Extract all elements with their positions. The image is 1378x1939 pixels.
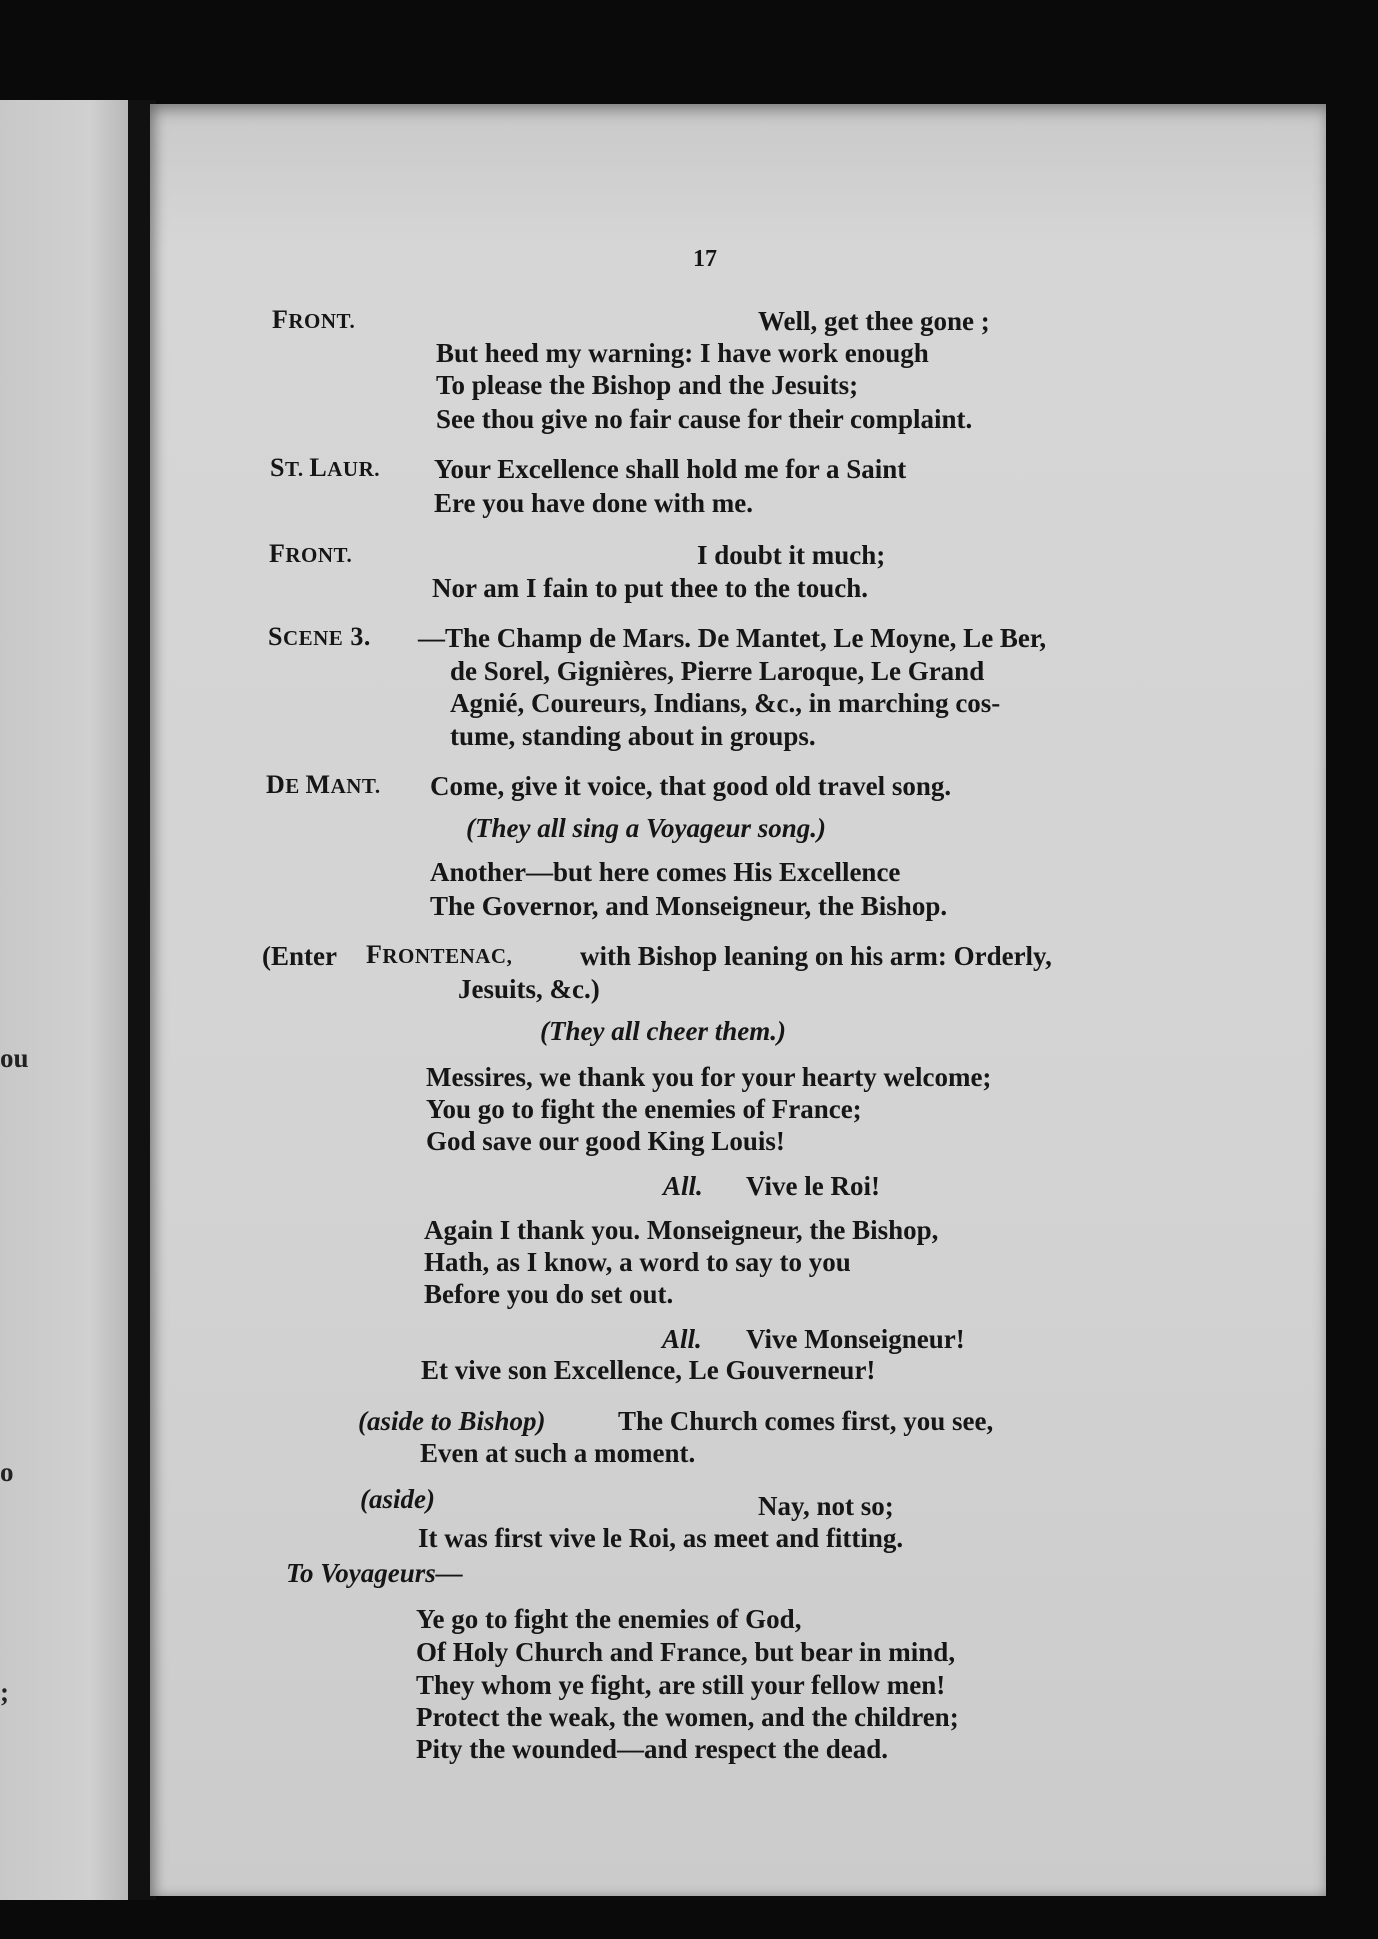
verse-line: But heed my warning: I have work enough (436, 338, 929, 368)
verse-line: Et vive son Excellence, Le Gouverneur! (421, 1355, 876, 1385)
verse-line: Again I thank you. Monseigneur, the Bishop, (424, 1215, 939, 1245)
verse-line: Vive Monseigneur! (746, 1324, 965, 1354)
left-page-fragment: o (0, 1457, 14, 1487)
stage-direction: (They all sing a Voyageur song.) (466, 813, 827, 843)
verse-line: I doubt it much; (697, 540, 886, 570)
verse-line: Hath, as I know, a word to say to you (424, 1247, 851, 1277)
verse-line: Ye go to fight the enemies of God, (416, 1604, 802, 1634)
scan-border (1326, 100, 1378, 1900)
verse-line: God save our good King Louis! (426, 1126, 785, 1156)
speaker-label: ST. LAUR. (270, 453, 381, 482)
stage-direction: Jesuits, &c.) (458, 974, 600, 1004)
stage-direction: de Sorel, Gignières, Pierre Laroque, Le Grand (450, 656, 985, 686)
stage-direction: (aside to Bishop) (358, 1406, 546, 1436)
verse-line: Protect the weak, the women, and the children; (416, 1702, 959, 1732)
speaker-cue: All. (663, 1171, 703, 1201)
verse-line: Another—but here comes His Excellence (430, 857, 901, 887)
speaker-label: FRONT. (269, 539, 353, 568)
verse-line: Well, get thee gone ; (758, 306, 990, 336)
verse-line: Nor am I fain to put thee to the touch. (432, 573, 868, 603)
scene-label: SCENE 3. (268, 622, 371, 651)
stage-direction: Agnié, Coureurs, Indians, &c., in marching cos- (450, 688, 1001, 718)
page-number: 17 (693, 246, 717, 272)
verse-line: Even at such a moment. (420, 1438, 696, 1468)
verse-line: See thou give no fair cause for their complaint. (436, 404, 973, 434)
verse-line: Of Holy Church and France, but bear in mind, (416, 1637, 956, 1667)
speaker-label: FRONTENAC, (366, 940, 513, 969)
verse-line: Before you do set out. (424, 1279, 674, 1309)
verse-line: You go to fight the enemies of France; (426, 1094, 862, 1124)
stage-direction: (They all cheer them.) (540, 1016, 786, 1046)
verse-line: The Governor, and Monseigneur, the Bishop. (430, 891, 948, 921)
speaker-cue: All. (662, 1324, 702, 1354)
verse-line: Pity the wounded—and respect the dead. (416, 1734, 889, 1764)
stage-direction: tume, standing about in groups. (450, 721, 816, 751)
stage-direction: (aside) (360, 1484, 435, 1514)
verse-line: Your Excellence shall hold me for a Saint (434, 454, 907, 484)
stage-direction: —The Champ de Mars. De Mantet, Le Moyne, Le Ber, (418, 623, 1047, 653)
verse-line: Messires, we thank you for your hearty welcome; (426, 1062, 992, 1092)
verse-line: Come, give it voice, that good old travel song. (430, 771, 952, 801)
verse-line: Ere you have done with me. (434, 488, 754, 518)
verse-line: Vive le Roi! (746, 1171, 880, 1201)
stage-direction: (Enter (262, 941, 337, 971)
verse-line: They whom ye fight, are still your fellow men! (416, 1670, 946, 1700)
left-page-fragment: ou (0, 1043, 29, 1073)
stage-direction: with Bishop leaning on his arm: Orderly, (580, 941, 1052, 971)
left-page (0, 100, 128, 1900)
speaker-label: DE MANT. (266, 770, 381, 799)
verse-line: It was first vive le Roi, as meet and fitting. (418, 1523, 904, 1553)
stage-direction: To Voyageurs— (286, 1558, 463, 1588)
left-page-fragment: ; (0, 1677, 9, 1707)
verse-line: The Church comes first, you see, (618, 1406, 994, 1436)
verse-line: Nay, not so; (758, 1491, 894, 1521)
speaker-label: FRONT. (272, 305, 356, 334)
verse-line: To please the Bishop and the Jesuits; (436, 370, 859, 400)
